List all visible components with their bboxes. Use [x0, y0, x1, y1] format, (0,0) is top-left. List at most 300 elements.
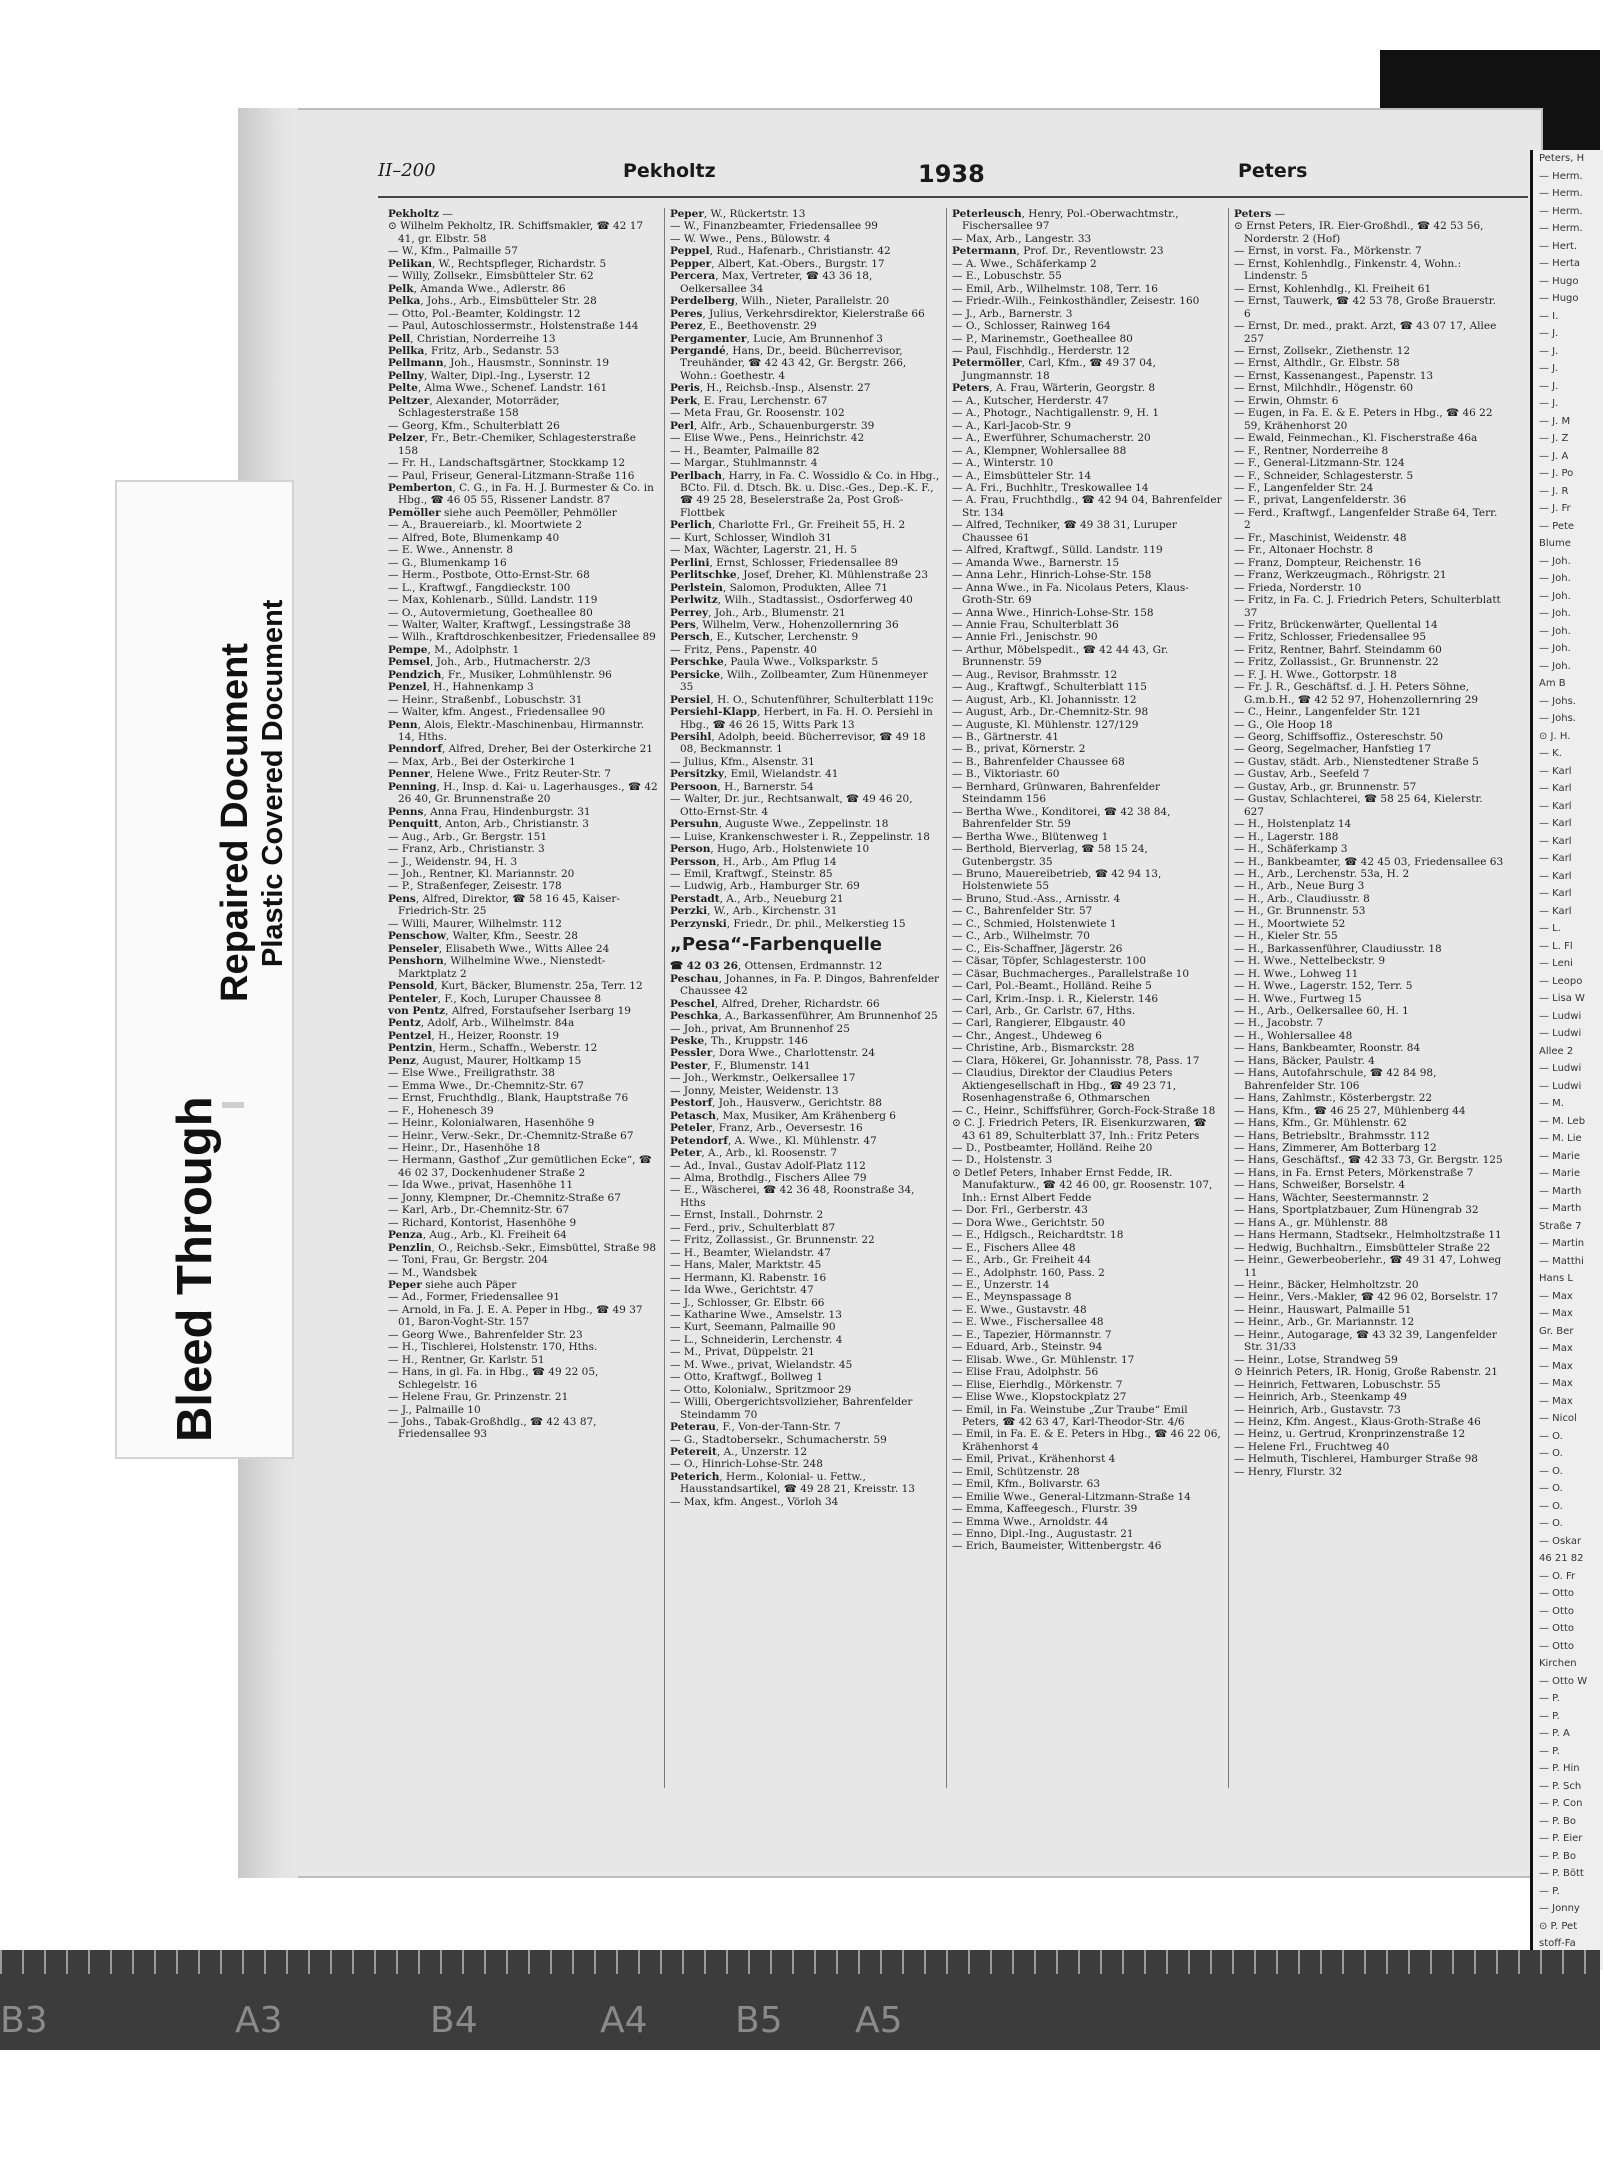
directory-entry: Peper, W., Rückertstr. 13 — [670, 208, 806, 220]
directory-entry: — Ernst, Dr. med., prakt. Arzt, ☎ 43 07 17, Allee 257 — [1234, 320, 1497, 345]
directory-entry: — Heinr., Straßenbf., Lobuschstr. 31 — [388, 693, 583, 706]
directory-entry: — E. Wwe., Gustavstr. 48 — [952, 1303, 1087, 1316]
directory-entry: Pemsel, Joh., Arb., Hutmacherstr. 2/3 — [388, 656, 591, 669]
directory-entry: — Ernst, Fruchthdlg., Blank, Hauptstraße 76 — [388, 1092, 629, 1105]
directory-entry: — Emil, in Fa. E. & E. Peters in Hbg., ☎ 46 22 06, Krähenhorst 4 — [952, 1428, 1221, 1453]
directory-entry: — C., Bahrenfelder Str. 57 — [952, 905, 1093, 918]
adjacent-page-text: — Karl — [1539, 905, 1572, 917]
directory-entry: Perl, Alfr., Arb., Schauenburgerstr. 39 — [670, 419, 875, 432]
directory-entry: — Carl, Rangierer, Elbgaustr. 40 — [952, 1017, 1126, 1030]
directory-entry: — Heinr., Gewerbeoberlehr., ☎ 49 31 47, Lohweg 11 — [1234, 1254, 1502, 1279]
directory-entry: — Georg, Kfm., Schulterblatt 26 — [388, 419, 560, 432]
directory-entry: — H., Bankbeamter, ☎ 42 45 03, Friedensallee 63 — [1234, 855, 1504, 868]
directory-entry: — Kurt, Schlosser, Windloh 31 — [670, 531, 832, 544]
directory-entry: — F., privat, Langenfelderstr. 36 — [1234, 494, 1407, 507]
directory-entry: — Anna Lehr., Hinrich-Lohse-Str. 158 — [952, 569, 1152, 582]
adjacent-page-text: — Max — [1539, 1290, 1573, 1302]
directory-entry: Pessler, Dora Wwe., Charlottenstr. 24 — [670, 1047, 876, 1060]
directory-entry: — E., Tapezier, Hörmannstr. 7 — [952, 1328, 1112, 1341]
directory-entry: Persihl, Adolph, beeid. Bücherrevisor, ☎ 49 18 08, Beckmannstr. 1 — [670, 731, 926, 756]
directory-entry: — August, Arb., Kl. Johannisstr. 12 — [952, 693, 1137, 706]
directory-entry: — Emil, in Fa. Weinstube „Zur Traube“ Emil Peters, ☎ 42 63 47, Karl-Theodor-Str. 4/6 — [952, 1403, 1188, 1428]
column-divider — [946, 208, 947, 1788]
directory-entry: — H., Wohlersallee 48 — [1234, 1029, 1353, 1042]
directory-entry: — Walter, Walter, Kraftwgf., Lessingstraße 38 — [388, 618, 631, 631]
adjacent-page-text: — P. — [1539, 1693, 1560, 1704]
directory-entry: — Cäsar, Buchmacherges., Parallelstraße 10 — [952, 967, 1190, 980]
adjacent-page-text: — Otto W — [1539, 1675, 1588, 1687]
adjacent-page-text: Gr. Ber — [1539, 1325, 1574, 1337]
adjacent-page-text: — P. A — [1539, 1728, 1570, 1739]
directory-entry: — Gustav, Arb., Seefeld 7 — [1234, 768, 1370, 781]
directory-entry: — C., Schmied, Holstenwiete 1 — [952, 917, 1117, 930]
adjacent-page-text: — O. — [1539, 1448, 1563, 1459]
adjacent-page-text: — Joh. — [1539, 590, 1571, 602]
directory-entry: — H., Beamter, Palmaille 82 — [670, 444, 820, 457]
adjacent-page-text: — J. Z — [1539, 433, 1569, 444]
directory-entry: Peter, A., Arb., kl. Roosenstr. 7 — [670, 1147, 838, 1160]
directory-entry: Persitzky, Emil, Wielandstr. 41 — [670, 768, 839, 781]
directory-entry: — Heinr., Arb., Gr. Mariannstr. 12 — [1234, 1316, 1415, 1329]
directory-entry: — Willi, Maurer, Wilhelmstr. 112 — [388, 917, 562, 930]
directory-entry: — F., Langenfelder Str. 24 — [1234, 481, 1374, 494]
directory-entry: — L., Schneiderin, Lerchenstr. 4 — [670, 1333, 843, 1346]
directory-entry: — Anna Wwe., in Fa. Nicolaus Peters, Klaus-Groth-Str. 69 — [952, 581, 1189, 607]
header-left-word: Pekholtz — [623, 160, 716, 182]
adjacent-page-text: — Max — [1539, 1378, 1573, 1389]
tag-plastic-covered: Plastic Covered Document — [257, 599, 289, 967]
directory-entry: — E., Unzerstr. 14 — [952, 1278, 1050, 1291]
directory-entry: Perk, E. Frau, Lerchenstr. 67 — [670, 394, 828, 407]
directory-entry: Pers, Wilhelm, Verw., Hohenzollernring 36 — [670, 618, 899, 631]
adjacent-page-text: — Max — [1539, 1343, 1573, 1354]
directory-entry: — J., Schlosser, Gr. Elbstr. 66 — [670, 1296, 825, 1309]
directory-entry: — A., Winterstr. 10 — [952, 457, 1054, 470]
directory-entry: — E. Wwe., Annenstr. 8 — [388, 544, 514, 557]
directory-entry: — Fr., Altonaer Hochstr. 8 — [1234, 544, 1374, 557]
directory-entry: — W. Wwe., Pens., Bülowstr. 4 — [670, 232, 831, 245]
directory-entry: — H., Jacobstr. 7 — [1234, 1017, 1324, 1030]
directory-entry: Peschau, Johannes, in Fa. P. Dingos, Bahrenfelder Chaussee 42 — [670, 972, 940, 998]
directory-entry: — Fritz, Zollassist., Gr. Brunnenstr. 22 — [1234, 656, 1439, 669]
adjacent-page-text: — J. R — [1539, 485, 1569, 497]
directory-entry: — Otto, Kraftwgf., Bollweg 1 — [670, 1371, 824, 1384]
tag-repaired-document: Repaired Document — [214, 643, 256, 1002]
directory-entry: — Aug., Arb., Gr. Bergstr. 151 — [388, 830, 548, 843]
directory-entry: — Georg Wwe., Bahrenfelder Str. 23 — [388, 1328, 583, 1341]
directory-entry: Penning, H., Insp. d. Kai- u. Lagerhausges., ☎ 42 26 40, Gr. Brunnenstraße 20 — [388, 780, 658, 806]
directory-entry: Pergamenter, Lucie, Am Brunnenhof 3 — [670, 332, 883, 345]
adjacent-page-text: — J. Fr — [1539, 503, 1571, 514]
directory-entry: — Ernst, Install., Dohrnstr. 2 — [670, 1209, 824, 1222]
directory-entry: — E., Meynspassage 8 — [952, 1291, 1072, 1304]
directory-entry: — E., Adolphstr. 160, Pass. 2 — [952, 1266, 1105, 1279]
directory-entry: Pergandé, Hans, Dr., beeid. Bücherrevisor, Treuhänder, ☎ 42 43 42, Gr. Bergstr. 266, Wohn.: Goethestr. 4 — [670, 344, 907, 382]
directory-entry: — Otto, Kolonialw., Spritzmoor 29 — [670, 1383, 852, 1396]
directory-entry: Perlich, Charlotte Frl., Gr. Freiheit 55, H. 2 — [670, 519, 906, 532]
directory-entry: — Hans, Maler, Marktstr. 45 — [670, 1259, 822, 1272]
directory-entry: Pell, Christian, Norderreihe 13 — [388, 332, 556, 345]
adjacent-page-text: — M. — [1539, 1098, 1564, 1109]
directory-entry: — B., Viktoriastr. 60 — [952, 768, 1060, 781]
adjacent-page-text: — L. — [1539, 923, 1561, 934]
directory-entry: — H. Wwe., Furtweg 15 — [1234, 992, 1362, 1005]
directory-entry: — A., Eimsbütteler Str. 14 — [952, 469, 1092, 482]
column-divider — [1228, 208, 1229, 1788]
directory-entry: Pellmann, Joh., Hausmstr., Sonninstr. 19 — [388, 357, 610, 370]
directory-entry: — J., Arb., Barnerstr. 3 — [952, 307, 1073, 320]
directory-entry: Perzki, W., Arb., Kirchenstr. 31 — [670, 905, 838, 918]
directory-entry: — B., Gärtnerstr. 41 — [952, 731, 1059, 744]
directory-entry: — Ad., Former, Friedensallee 91 — [388, 1291, 560, 1304]
directory-entry: — F., Hohenesch 39 — [388, 1104, 494, 1117]
directory-entry: — Hans, in Fa. Ernst Peters, Mörkenstraße 7 — [1234, 1166, 1474, 1179]
directory-entry: — Hans A., gr. Mühlenstr. 88 — [1234, 1216, 1388, 1229]
directory-entry: Peteler, Franz, Arb., Oeversestr. 16 — [670, 1122, 863, 1135]
directory-entry: — E., Arb., Gr. Freiheit 44 — [952, 1254, 1091, 1267]
adjacent-page-text: — Lisa W — [1539, 993, 1585, 1004]
adjacent-page-text: — Otto — [1539, 1605, 1575, 1617]
directory-entry: — D., Postbeamter, Holländ. Reihe 20 — [952, 1141, 1153, 1154]
directory-entry: Pentzin, Herm., Schaffn., Weberstr. 12 — [388, 1042, 598, 1055]
directory-entry: — Hans, Sportplatzbauer, Zum Hünengrab 32 — [1234, 1204, 1479, 1217]
adjacent-page-text: — J. A — [1539, 450, 1569, 462]
adjacent-page-text: — P. Eier — [1539, 1833, 1583, 1844]
directory-entry: — Heinrich, Fettwaren, Lobuschstr. 55 — [1234, 1378, 1441, 1391]
adjacent-page-text: — Joh. — [1539, 643, 1571, 654]
directory-entry: — P., Straßenfeger, Zeisestr. 178 — [388, 880, 562, 893]
directory-entry: Petasch, Max, Musiker, Am Krähenberg 6 — [670, 1109, 896, 1122]
adjacent-page-text: — Leopo — [1539, 975, 1583, 987]
directory-entry: Pemberton, C. G., in Fa. H. J. Burmester & Co. in Hbg., ☎ 46 05 55, Rissener Landstr. 87 — [388, 481, 654, 507]
directory-entry: — Ernst, Kassenangest., Papenstr. 13 — [1234, 369, 1434, 382]
directory-entry: — Friedr.-Wilh., Feinkosthändler, Zeisestr. 160 — [952, 295, 1200, 308]
directory-entry: — H., Arb., Oelkersallee 60, H. 1 — [1234, 1005, 1409, 1017]
directory-entry: Peterleusch, Henry, Pol.-Oberwachtmstr., Fischersallee 97 — [952, 208, 1179, 233]
directory-entry: — Heinrich, Arb., Steenkamp 49 — [1234, 1391, 1407, 1404]
directory-entry: — Dora Wwe., Gerichtstr. 50 — [952, 1216, 1105, 1229]
adjacent-page-text: — Pete — [1539, 520, 1575, 532]
directory-entry: — H., Rentner, Gr. Karlstr. 51 — [388, 1353, 545, 1366]
directory-entry: — Ad., Inval., Gustav Adolf-Platz 112 — [670, 1159, 866, 1172]
directory-entry: — H., Gr. Brunnenstr. 53 — [1234, 905, 1366, 918]
directory-entry: Perschke, Paula Wwe., Volksparkstr. 5 — [670, 656, 879, 669]
adjacent-page-text: — P. Con — [1539, 1798, 1583, 1809]
directory-entry: — Emma, Kaffeegesch., Flurstr. 39 — [952, 1503, 1138, 1516]
directory-entry: Penn, Alois, Elektr.-Maschinenbau, Hirmannstr. 14, Hths. — [388, 718, 645, 744]
adjacent-page-text: Kirchen — [1539, 1658, 1577, 1669]
directory-entry: — Aug., Revisor, Brahmsstr. 12 — [952, 668, 1118, 681]
header-right-word: Peters — [1238, 160, 1308, 182]
directory-entry: Perlwitz, Wilh., Stadtassist., Osdorferweg 40 — [670, 594, 913, 607]
directory-entry: — Annie Frl., Jenischstr. 90 — [952, 631, 1098, 644]
directory-entry: Peltzer, Alexander, Motorräder, Schlagesterstraße 158 — [388, 394, 560, 420]
adjacent-page-text: — Otto — [1539, 1623, 1575, 1634]
directory-entry: — Hans, Autofahrschule, ☎ 42 84 98, Bahrenfelder Str. 106 — [1234, 1067, 1437, 1092]
directory-entry: — H. Wwe., Lagerstr. 152, Terr. 5 — [1234, 980, 1413, 993]
directory-entry: — Wilh., Kraftdroschkenbesitzer, Friedensallee 89 — [388, 631, 656, 644]
directory-entry: Person, Hugo, Arb., Holstenwiete 10 — [670, 843, 870, 856]
adjacent-page-text: — J. — [1539, 380, 1559, 392]
directory-entry: — Paul, Friseur, General-Litzmann-Straße 116 — [388, 469, 635, 482]
directory-entry: — Emma Wwe., Dr.-Chemnitz-Str. 67 — [388, 1079, 584, 1092]
directory-entry: Penza, Aug., Arb., Kl. Freiheit 64 — [388, 1229, 567, 1242]
directory-entry: Peske, Th., Kruppstr. 146 — [670, 1035, 808, 1047]
adjacent-page-text: — Hugo — [1539, 293, 1579, 304]
directory-entry: — Emil, Schützenstr. 28 — [952, 1465, 1080, 1478]
directory-entry: — Hans, Schweißer, Borselstr. 4 — [1234, 1179, 1406, 1192]
directory-entry: Perzynski, Friedr., Dr. phil., Melkerstieg 15 — [670, 917, 906, 930]
tag-separator — [222, 1102, 244, 1108]
directory-entry: — Claudius, Direktor der Claudius Peters Aktiengesellschaft in Hbg., ☎ 49 23 71, Rosenhagenstraße 6, Othmarschen — [952, 1067, 1177, 1105]
adjacent-page-text: Am B — [1539, 678, 1566, 689]
directory-entry: — Bertha Wwe., Blütenweg 1 — [952, 830, 1109, 843]
ruler-label-a4: A4 — [600, 2000, 648, 2041]
directory-entry: Pester, F., Blumenstr. 141 — [670, 1059, 811, 1072]
adjacent-page-text: — J. — [1539, 363, 1559, 374]
adjacent-page-text: — Marie — [1539, 1168, 1580, 1179]
directory-entry: — Elise Frau, Adolphstr. 56 — [952, 1366, 1099, 1379]
directory-entry: Penndorf, Alfred, Dreher, Bei der Osterkirche 21 — [388, 743, 653, 756]
directory-entry: — Karl, Arb., Dr.-Chemnitz-Str. 67 — [388, 1204, 570, 1217]
directory-entry: Pensold, Kurt, Bäcker, Blumenstr. 25a, Terr. 12 — [388, 980, 643, 993]
ruler-label-b3: B3 — [0, 2000, 48, 2041]
directory-entry: — M. Wwe., privat, Wielandstr. 45 — [670, 1358, 853, 1371]
directory-entry: — E. Wwe., Fischersallee 48 — [952, 1316, 1104, 1329]
directory-entry: — Luise, Krankenschwester i. R., Zeppelinstr. 18 — [670, 830, 930, 843]
directory-entry: — Fr. J. R., Geschäftsf. d. J. H. Peters Söhne, G.m.b.H., ☎ 42 52 97, Hohenzollernring 29 — [1234, 681, 1479, 706]
directory-entry: — Meta Frau, Gr. Roosenstr. 102 — [670, 407, 845, 420]
directory-entry: Peterau, F., Von-der-Tann-Str. 7 — [670, 1421, 841, 1434]
directory-entry: — Franz, Arb., Christianstr. 3 — [388, 843, 545, 856]
directory-entry: Perlitschke, Josef, Dreher, Kl. Mühlenstraße 23 — [670, 569, 929, 582]
adjacent-page-text: — Nicol — [1539, 1413, 1577, 1424]
directory-entry: Petermann, Prof. Dr., Reventlowstr. 23 — [952, 245, 1164, 258]
adjacent-page-text: — Max — [1539, 1308, 1573, 1319]
directory-entry: — Gustav, Schlachterei, ☎ 58 25 64, Kielerstr. 627 — [1234, 793, 1483, 818]
size-ruler-strip — [0, 1950, 1600, 2050]
adjacent-page-text: ⊙ P. Pet — [1539, 1920, 1578, 1932]
directory-entry: — Christine, Arb., Bismarckstr. 28 — [952, 1042, 1135, 1055]
adjacent-page-text: — Marth — [1539, 1203, 1582, 1214]
directory-entry: — H., Arb., Claudiusstr. 8 — [1234, 892, 1370, 905]
directory-entry: — Else Wwe., Freiligrathstr. 38 — [388, 1067, 555, 1080]
directory-entry: — Emil, Privat., Krähenhorst 4 — [952, 1453, 1116, 1466]
directory-entry: Peppel, Rud., Hafenarb., Christianstr. 42 — [670, 245, 891, 258]
directory-entry: Peschel, Alfred, Dreher, Richardstr. 66 — [670, 997, 880, 1010]
ruler-label-a5: A5 — [855, 2000, 903, 2041]
ruler-label-b5: B5 — [735, 2000, 783, 2041]
adjacent-page-text: ⊙ J. H. — [1539, 730, 1571, 742]
directory-entry: — Ida Wwe., Gerichtstr. 47 — [670, 1284, 814, 1297]
directory-entry: — A., Ewerführer, Schumacherstr. 20 — [952, 432, 1151, 445]
directory-entry: Peterich, Herm., Kolonial- u. Fettw., Hausstandsartikel, ☎ 49 28 21, Kreisstr. 13 — [670, 1470, 915, 1496]
ruler-ticks — [0, 1950, 1600, 1974]
adjacent-page-text: — Herm. — [1539, 223, 1583, 234]
directory-entry: Persicke, Wilh., Zollbeamter, Zum Hünenmeyer 35 — [670, 668, 928, 694]
directory-entry: — Toni, Frau, Gr. Bergstr. 204 — [388, 1254, 548, 1267]
adjacent-page-text: — O. Fr — [1539, 1570, 1576, 1582]
directory-entry: — A. Fri., Buchhltr., Treskowallee 14 — [952, 481, 1149, 494]
directory-entry: — Paul, Fischhdlg., Herderstr. 12 — [952, 344, 1130, 357]
adjacent-page-text: — O. — [1539, 1518, 1563, 1529]
directory-page — [238, 108, 1543, 1878]
adjacent-page-text: — P. — [1539, 1710, 1560, 1722]
directory-entry: Petendorf, A. Wwe., Kl. Mühlenstr. 47 — [670, 1134, 877, 1147]
directory-entry: Penquitt, Anton, Arb., Christianstr. 3 — [388, 818, 589, 831]
adjacent-page-text: — Johs. — [1539, 695, 1576, 707]
directory-entry: — Margar., Stuhlmannstr. 4 — [670, 457, 818, 470]
adjacent-page-text: — O. — [1539, 1483, 1563, 1494]
directory-entry: — H., Beamter, Wielandstr. 47 — [670, 1246, 831, 1259]
directory-entry: — Ernst, Zollsekr., Ziethenstr. 12 — [1234, 344, 1411, 357]
directory-entry: — Gustav, Arb., gr. Brunnenstr. 57 — [1234, 780, 1417, 793]
directory-entry: — Hans, Betriebsltr., Brahmsstr. 112 — [1234, 1129, 1430, 1142]
directory-entry: — O., Hinrich-Lohse-Str. 248 — [670, 1458, 823, 1471]
directory-entry: Pentz, Adolf, Arb., Wilhelmstr. 84a — [388, 1017, 575, 1030]
directory-entry: — H. Wwe., Nettelbeckstr. 9 — [1234, 955, 1386, 968]
adjacent-page-text: — J. — [1539, 345, 1559, 357]
directory-entry: Pendzich, Fr., Musiker, Lohmühlenstr. 96 — [388, 668, 612, 681]
adjacent-page-text: Hans L — [1539, 1273, 1573, 1284]
directory-entry: — C., Heinr., Langenfelder Str. 121 — [1234, 706, 1422, 719]
directory-entry: — D., Holstenstr. 3 — [952, 1154, 1053, 1167]
directory-entry: Pempe, M., Adolphstr. 1 — [388, 643, 520, 656]
directory-entry: — Heinz, u. Gertrud, Kronprinzenstraße 12 — [1234, 1428, 1466, 1441]
directory-entry: — Fr., Maschinist, Weidenstr. 48 — [1234, 531, 1407, 544]
directory-entry: — Fritz, Schlosser, Friedensallee 95 — [1234, 631, 1427, 644]
adjacent-page-text: — Karl — [1539, 800, 1572, 812]
directory-entry: Pelka, Johs., Arb., Eimsbütteler Str. 28 — [388, 295, 597, 308]
directory-entry: — Franz, Dompteur, Reichenstr. 16 — [1234, 556, 1422, 569]
column-divider — [664, 208, 665, 1788]
adjacent-page-text: — P. Sch — [1539, 1780, 1582, 1792]
directory-entry: — Emil, Kraftwgf., Steinstr. 85 — [670, 868, 833, 881]
directory-entry: — F., Schneider, Schlagesterstr. 5 — [1234, 469, 1414, 482]
directory-entry: — H., Arb., Neue Burg 3 — [1234, 880, 1365, 893]
directory-entry: — Elise, Eierhdlg., Mörkenstr. 7 — [952, 1378, 1123, 1391]
directory-entry: Penns, Anna Frau, Hindenburgstr. 31 — [388, 805, 591, 818]
adjacent-page-text: — J. M — [1539, 415, 1571, 427]
directory-entry: — Heinr., Verw.-Sekr., Dr.-Chemnitz-Straße 67 — [388, 1129, 634, 1142]
adjacent-page-text: — Max — [1539, 1395, 1573, 1407]
directory-entry: — Emil, Kfm., Bolivarstr. 63 — [952, 1478, 1101, 1491]
directory-entry: — O., Schlosser, Rainweg 164 — [952, 320, 1111, 333]
directory-entry: — Joh., privat, Am Brunnenhof 25 — [670, 1022, 850, 1035]
ruler-label-b4: B4 — [430, 2000, 478, 2041]
adjacent-page-text: Straße 7 — [1539, 1220, 1582, 1232]
directory-entry: — Jonny, Klempner, Dr.-Chemnitz-Straße 67 — [388, 1191, 621, 1204]
directory-entry: — W., Kfm., Palmaille 57 — [388, 245, 518, 258]
directory-entry: — Emil, Arb., Wilhelmstr. 108, Terr. 16 — [952, 282, 1158, 295]
ruler-label-a3: A3 — [235, 2000, 283, 2041]
adjacent-page-text: 46 21 82 — [1539, 1553, 1584, 1564]
directory-entry: — E., Fischers Allee 48 — [952, 1241, 1076, 1254]
directory-entry: Penner, Helene Wwe., Fritz Reuter-Str. 7 — [388, 768, 611, 781]
directory-entry: — Ernst, Tauwerk, ☎ 42 53 78, Große Brauerstr. 6 — [1234, 295, 1496, 320]
directory-entry: Peris, H., Reichsb.-Insp., Alsenstr. 27 — [670, 382, 871, 395]
directory-entry: Pentzel, H., Heizer, Roonstr. 19 — [388, 1029, 560, 1042]
directory-entry: — Otto, Pol.-Beamter, Koldingstr. 12 — [388, 307, 581, 320]
directory-entry: — Heinr., Vers.-Makler, ☎ 42 96 02, Borselstr. 17 — [1234, 1291, 1499, 1304]
directory-entry: Petereit, A., Unzerstr. 12 — [670, 1445, 808, 1458]
directory-entry: — A., Brauereiarb., kl. Moortwiete 2 — [388, 519, 583, 532]
directory-entry: Petermöller, Carl, Kfm., ☎ 49 37 04, Jungmannstr. 18 — [952, 357, 1156, 382]
directory-entry: — Heinr., Lotse, Strandweg 59 — [1234, 1353, 1398, 1366]
directory-entry: — Max, Arb., Bei der Osterkirche 1 — [388, 755, 576, 768]
directory-entry: — Jonny, Meister, Weidenstr. 13 — [670, 1084, 839, 1097]
adjacent-page-text: — J. — [1539, 398, 1559, 409]
adjacent-page-text: — Ludwi — [1539, 1028, 1582, 1039]
directory-entry: — E., Wäscherei, ☎ 42 36 48, Roonstraße 34, Hths — [670, 1184, 915, 1209]
directory-entry: — Hans, Geschäftsf., ☎ 42 33 73, Gr. Bergstr. 125 — [1234, 1154, 1503, 1167]
directory-entry: — Hans Hermann, Stadtsekr., Helmholtzstraße 11 — [1234, 1229, 1502, 1242]
directory-entry: Penzel, H., Hahnenkamp 3 — [388, 681, 534, 694]
directory-entry: — M., Privat, Düppelstr. 21 — [670, 1346, 815, 1359]
directory-entry: — Emilie Wwe., General-Litzmann-Straße 14 — [952, 1490, 1191, 1503]
directory-entry: — Bruno, Stud.-Ass., Arnisstr. 4 — [952, 892, 1121, 905]
directory-entry: — Ewald, Feinmechan., Kl. Fischerstraße 46a — [1234, 432, 1478, 445]
directory-entry: — J., Weidenstr. 94, H. 3 — [388, 855, 518, 868]
directory-entry: — Enno, Dipl.-Ing., Augustastr. 21 — [952, 1528, 1134, 1541]
adjacent-page-text: — Hert. — [1539, 240, 1578, 252]
adjacent-page-text: — Herm. — [1539, 205, 1583, 217]
directory-entry: — Hermann, Gasthof „Zur gemütlichen Ecke“, ☎ 46 02 37, Dockenhudener Straße 2 — [388, 1154, 652, 1179]
advertisement-heading: „Pesa“-Farbenquelle — [670, 934, 883, 956]
directory-entry: — Emma Wwe., Arnoldstr. 44 — [952, 1515, 1109, 1528]
directory-entry: — Fritz, Brückenwärter, Quellental 14 — [1234, 618, 1438, 631]
directory-entry: — M., Wandsbek — [388, 1266, 477, 1279]
directory-entry: — Heinr., Autogarage, ☎ 43 32 39, Langenfelder Str. 31/33 — [1234, 1328, 1497, 1354]
adjacent-page-edge — [1530, 150, 1603, 1970]
directory-entry: Persch, E., Kutscher, Lerchenstr. 9 — [670, 631, 859, 644]
adjacent-page-text: — Jonny — [1539, 1903, 1580, 1914]
header-rule — [378, 196, 1528, 198]
directory-entry: Penteler, F., Koch, Luruper Chaussee 8 — [388, 992, 602, 1005]
adjacent-page-text: — Hugo — [1539, 275, 1579, 287]
header-year: 1938 — [918, 160, 985, 188]
adjacent-page-text: — Herm. — [1539, 188, 1583, 199]
directory-entry: von Pentz, Alfred, Forstaufseher Iserbarg 19 — [388, 1005, 631, 1017]
adjacent-page-text: — M. Lie — [1539, 1133, 1582, 1144]
directory-entry: — Elisab. Wwe., Gr. Mühlenstr. 17 — [952, 1353, 1135, 1366]
directory-entry: Penseler, Elisabeth Wwe., Witts Allee 24 — [388, 942, 610, 955]
adjacent-page-text: — Joh. — [1539, 608, 1571, 619]
directory-entry: Peres, Julius, Verkehrsdirektor, Kielerstraße 66 — [670, 307, 925, 320]
directory-entry: — Hans, Bankbeamter, Roonstr. 84 — [1234, 1042, 1421, 1055]
directory-entry: — Heinr., Hauswart, Palmaille 51 — [1234, 1303, 1412, 1316]
column-2 — [670, 208, 940, 1828]
directory-entry: — Max, Kohlenarb., Sülld. Landstr. 119 — [388, 594, 598, 607]
directory-entry: — Fritz, Rentner, Bahrf. Steindamm 60 — [1234, 643, 1442, 656]
directory-entry: — Alfred, Bote, Blumenkamp 40 — [388, 531, 560, 544]
directory-entry: — F., General-Litzmann-Str. 124 — [1234, 457, 1405, 470]
directory-entry: — L., Kraftwgf., Fangdieckstr. 100 — [388, 581, 571, 594]
directory-entry: — A., Klempner, Wohlersallee 88 — [952, 444, 1127, 457]
directory-entry: — Hans, Wächter, Seestermannstr. 2 — [1234, 1191, 1429, 1204]
directory-entry: — Kurt, Seemann, Palmaille 90 — [670, 1321, 836, 1334]
directory-entry: Peper siehe auch Päper — [388, 1278, 517, 1291]
directory-entry: — Bernhard, Grünwaren, Bahrenfelder Steindamm 156 — [952, 780, 1160, 806]
directory-entry: — Heinrich, Arb., Gustavstr. 73 — [1234, 1403, 1401, 1416]
adjacent-page-text: — O. — [1539, 1430, 1563, 1442]
directory-entry: — Joh., Werkmstr., Oelkersallee 17 — [670, 1072, 856, 1085]
directory-entry: ⊙ Ernst Peters, IR. Eier-Großhdl., ☎ 42 53 56, Norderstr. 2 (Hof) — [1234, 220, 1484, 245]
tag-bleed-through: Bleed Through — [168, 1096, 222, 1442]
directory-entry: — Dor. Frl., Gerberstr. 43 — [952, 1204, 1088, 1217]
directory-entry: — B., privat, Körnerstr. 2 — [952, 743, 1086, 756]
directory-entry: — Ernst, Kohlenhdlg., Kl. Freiheit 61 — [1234, 282, 1432, 295]
